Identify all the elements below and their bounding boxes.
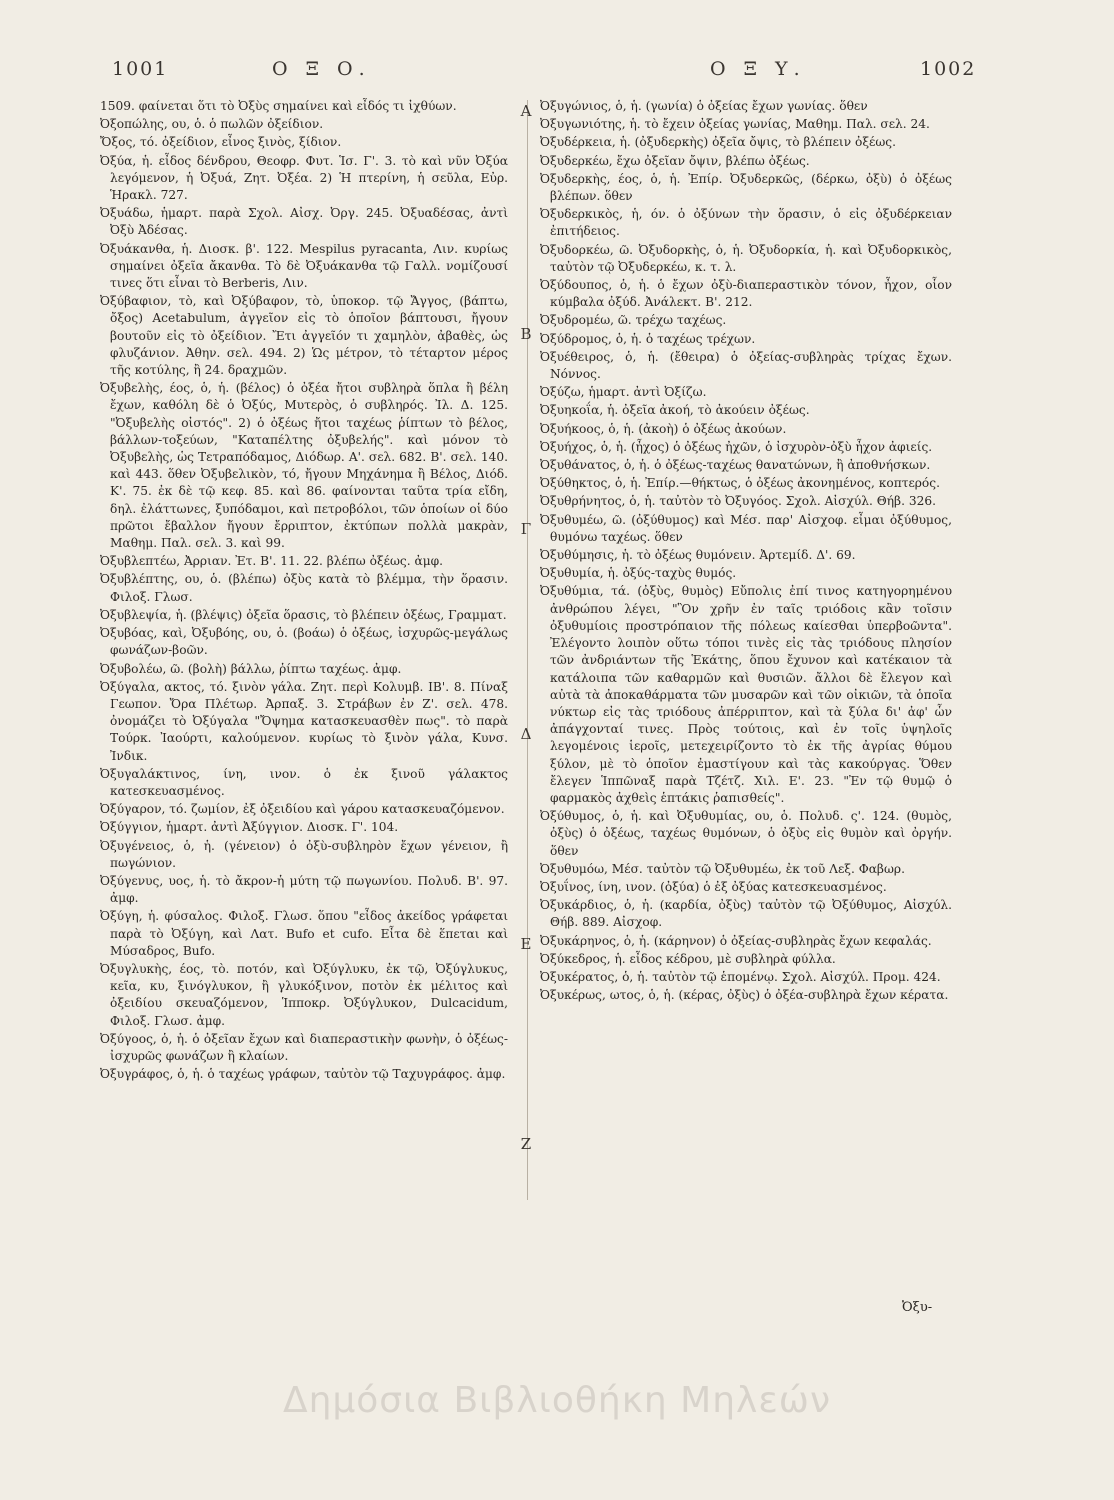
section-letter: Γ [520,520,532,538]
dictionary-entry: Ὀξυδερκικὸς, ἡ, όν. ὁ ὀξύνων τὴν ὅρασιν, ὁ εἰς ὀξυδέρκειαν ἐπιτήδειος. [540,207,952,239]
section-letter: Ζ [520,1135,532,1153]
dictionary-entry: Ὀξυηκοΐα, ἡ. ὀξεῖα ἀκοή, τὸ ἀκούειν ὀξέως. [540,403,810,418]
dictionary-entry: 1509. φαίνεται ὅτι τὸ Ὀξὺς σημαίνει καὶ εἶδός τι ἰχθύων. [100,99,457,113]
dictionary-entry: Ὀξυκάρδιος, ὁ, ἡ. (καρδία, ὀξὺς) ταὐτὸν τῷ Ὀξύθυμος, Αἰσχύλ. Θήβ. 889. Αἰσχοφ. [540,898,952,930]
section-letter: Α [520,102,532,120]
dictionary-entry: Ὀξύγαλα, ακτος, τό. ξινὸν γάλα. Ζητ. περὶ Κολυμβ. ΙΒ'. 8. Πίναξ Γεωπον. Ὄρα Πλέτωρ. Ἀρπαξ. 3. Στράβων ἐν Ζ'. σελ. 478. ὀνομάζει τὸ Ὀξύγαλα "Ὄψημα κατασκευασθὲν πως". τὸ παρὰ Τούρκ. Ἰαούρτι, καλούμενον. κυρίως τὸ ξινὸν γάλα, Κυνσ. Ἰνδικ. [100,679,508,763]
dictionary-entry: Ὀξυθυμία, ἡ. ὀξύς-ταχὺς θυμός. [540,566,737,581]
running-title-left: Ο Ξ Ο. [272,58,371,80]
section-letter: Δ [520,725,532,743]
dictionary-entry: Ὀξύγενυς, υος, ἡ. τὸ ἄκρον-ἡ μύτη τῷ πωγωνίου. Πολυδ. Β'. 97. ἀμφ. [100,873,508,906]
dictionary-entry: Ὀξύα, ἡ. εἶδος δένδρου, Θεοφρ. Φυτ. Ἱσ. Γ'. 3. τὸ καὶ νῦν Ὀξύα λεγόμενον, ἡ Ὀξυά, Ζητ. Ὀξέα. 2) Ἡ πτερίνη, ἡ σεῦλα, Εὐρ. Ἡρακλ. 727. [100,153,508,203]
dictionary-entry: Ὀξύγαρον, τό. ζωμίον, ἐξ ὀξειδίου καὶ γάρου κατασκευαζόμενον. [100,802,505,817]
dictionary-entry: Ὀξυκέρατος, ὁ, ἡ. ταὐτὸν τῷ ἑπομένῳ. Σχολ. Αἰσχύλ. Προμ. 424. [540,969,941,984]
dictionary-entry: Ὀξυκέρως, ωτος, ὁ, ἡ. (κέρας, ὀξὺς) ὁ ὀξέα-συβληρὰ ἔχων κέρατα. [540,988,949,1003]
section-letter: Β [520,325,532,343]
dictionary-entry: Ὀξυάκανθα, ἡ. Διοσκ. β'. 122. Mespilus pyracanta, Λιν. κυρίως σημαίνει ὀξεῖα ἄκανθα. Τὸ δὲ Ὀξυάκανθα τῷ Γαλλ. νομίζουσί τινες ὅτι εἶναι τὸ Berberis, Λιν. [100,241,508,291]
dictionary-entry: Ὀξυγωνιότης, ἡ. τὸ ἔχειν ὀξείας γωνίας, Μαθημ. Παλ. σελ. 24. [540,117,930,132]
dictionary-entry: Ὀξυβόας, καὶ, Ὀξυβόης, ου, ὁ. (βοάω) ὁ ὀξέως, ἰσχυρῶς-μεγάλως φωνάζων-βοῶν. [100,626,508,658]
dictionary-entry: Ὀξοπώλης, ου, ὁ. ὁ πωλῶν ὀξείδιον. [100,117,324,132]
dictionary-entry: Ὀξυήχος, ὁ, ἡ. (ἦχος) ὁ ὀξέως ἠχῶν, ὁ ἰσχυρὸν-ὀξὺ ἦχον ἀφιείς. [540,439,933,454]
dictionary-entry: Ὀξύκεδρος, ἡ. εἶδος κέδρου, μὲ συβληρὰ φύλλα. [540,951,836,966]
dictionary-entry: Ὀξυβλεπτέω, Ἀρριαν. Ἐτ. Β'. 11. 22. βλέπω ὀξέως. ἀμφ. [100,554,444,569]
dictionary-entry: Ὀξυθρήνητος, ὁ, ἡ. ταὐτὸν τὸ Ὀξυγόος. Σχολ. Αἰσχύλ. Θήβ. 326. [540,494,936,509]
dictionary-entry: Ὀξυθύμησις, ἡ. τὸ ὀξέως θυμόνειν. Ἀρτεμίδ. Δ'. 69. [540,548,856,563]
dictionary-entry: Ὀξυβολέω, ῶ. (βολὴ) βάλλω, ῥίπτω ταχέως. ἀμφ. [100,661,402,676]
dictionary-entry: Ὀξυΐνος, ίνη, ινον. (ὀξύα) ὁ ἐξ ὀξύας κατεσκευασμένος. [540,879,887,894]
section-letter: Ε [520,935,532,953]
dictionary-entry: Ὀξυγαλάκτινος, ίνη, ινον. ὁ ἐκ ξινοῦ γάλακτος κατεσκευασμένος. [100,766,508,798]
dictionary-entry: Ὀξυβελὴς, έος, ὁ, ἡ. (βέλος) ὁ ὀξέα ἤτοι συβληρὰ ὅπλα ἢ βέλη ἔχων, καθόλη δὲ ὁ Ὀξύς, Μυτερὸς, ὁ συβληρός. Ἰλ. Δ. 125. "Ὀξυβελὴς οἰστός". 2) ὁ ὀξέως ἤτοι ταχέως ῥίπτων τὸ βέλος, βάλλων-τοξεύων, "Καταπέλτης ὀξυβελής". καὶ μόνον τὸ Ὀξυβελὴς, ὡς Τετραπόδαμος, Διόδωρ. Α'. σελ. 682. Β'. σελ. 140. καὶ 443. ὅθεν Ὀξυβελικὸν, τό, ἤγουν Μηχάνημα ἢ Βέλος, Διόδ. Κ'. 75. ἐκ δὲ τῷ κεφ. 85. καὶ 86. φαίνονται ταῦτα τρία εἴδη, δηλ. ἐλάττωνες, ξυπόδαμοι, καὶ πετροβόλοι, τῶν ὁποίων οἱ δύο πρῶτοι ἔβαλλον ἤγουν ἔρριπτον, ἐκτύπων πολλὰ μακρὰν, Μαθημ. Παλ. σελ. 3. καὶ 99. [100,381,508,551]
dictionary-entry: Ὀξυδορκέω, ῶ. Ὀξυδορκὴς, ὁ, ἡ. Ὀξυδορκία, ἡ. καὶ Ὀξυδορκικὸς, ταὐτὸν τῷ Ὀξυδερκέω, κ. τ. λ. [540,242,952,274]
running-title-right: Ο Ξ Υ. [710,58,806,80]
column-divider [527,100,528,1200]
page-number-right: 1002 [920,58,977,80]
dictionary-entry: Ὀξυδέρκεια, ἡ. (ὀξυδερκὴς) ὀξεῖα ὄψις, τὸ βλέπειν ὀξέως. [540,135,896,150]
dictionary-entry: Ὀξυγλυκὴς, έος, τὸ. ποτόν, καὶ Ὀξύγλυκυ, ἐκ τῷ, Ὀξύγλυκυς, κεῖα, κυ, ξινόγλυκον, ἢ γλυκόξινον, ποτὸν ἐκ μέλιτος καὶ ὀξειδίου σκευαζόμενον, Ἱπποκρ. Ὀξύγλυκον, Dulcacidum, Φιλοξ. Γλωσ. ἀμφ. [100,961,508,1028]
dictionary-entry: Ὀξύγη, ἡ. φύσαλος. Φιλοξ. Γλωσ. ὅπου "εἶδος ἀκείδος γράφεται παρὰ τὸ Ὀξύγη, καὶ Λατ. Bufo et cufo. Εἶτα δὲ ἕπεται καὶ Μύσαδρος, Bufo. [100,909,508,958]
left-column [100,98,508,1288]
library-watermark: Δημόσια Βιβλιοθήκη Μηλεών [282,1380,832,1421]
dictionary-entry: Ὀξυήκοος, ὁ, ἡ. (ἀκοὴ) ὁ ὀξέως ἀκούων. [540,421,787,436]
dictionary-entry: Ὀξυγράφος, ὁ, ἡ. ὁ ταχέως γράφων, ταὐτὸν τῷ Ταχυγράφος. ἀμφ. [100,1067,506,1082]
dictionary-entry: Ὀξύζω, ἡμαρτ. ἀντὶ Ὀξίζω. [540,385,707,400]
dictionary-entry: Ὀξυδερκὴς, έος, ὁ, ἡ. Ἐπίρ. Ὀξυδερκῶς, (δέρκω, ὀξὺ) ὁ ὀξέως βλέπων. ὅθεν [540,171,952,204]
dictionary-entry: Ὀξύβαφιον, τὸ, καὶ Ὀξύβαφον, τὸ, ὑποκορ. τῷ Ἄγγος, (βάπτω, ὄξος) Acetabulum, ἀγγεῖον εἰς τὸ ὁποῖον βάπτουσι, ἤγουν βουτοῦν εἰς τὸ ὀξείδιον. Ἔτι ἀγγεῖόν τι χαμηλὸν, ἀβαθὲς, ὡς φλυζάνιον. Ἀθην. σελ. 494. 2) Ὡς μέτρον, τὸ τέταρτον μέρος τῆς κοτύλης, ἢ 24. δραχμῶν. [100,294,508,378]
dictionary-entry: Ὀξυθάνατος, ὁ, ἡ. ὁ ὀξέως-ταχέως θανατώνων, ἢ ἀποθνήσκων. [540,458,931,473]
catchword: Ὀξυ- [902,1300,933,1315]
dictionary-entry: Ὀξύδουπος, ὁ, ἡ. ὁ ἔχων ὀξὺ-διαπεραστικὸν τόνον, ἦχον, οἷον κύμβαλα ὀξύδ. Ἀνάλεκτ. Β'. 212. [540,278,952,310]
dictionary-entry: Ὀξυβλεψία, ἡ. (βλέψις) ὀξεῖα ὅρασις, τὸ βλέπειν ὀξέως, Γραμματ. [100,607,507,622]
dictionary-entry: Ὀξύγοος, ὁ, ἡ. ὁ ὀξεῖαν ἔχων καὶ διαπεραστικὴν φωνὴν, ὁ ὀξέως-ἰσχυρῶς φωνάζων ἢ κλαίων. [100,1031,508,1063]
dictionary-entry: Ὀξυβλέπτης, ου, ὁ. (βλέπω) ὀξὺς κατὰ τὸ βλέμμα, τὴν ὅρασιν. Φιλοξ. Γλωσ. [100,572,508,604]
dictionary-entry: Ὀξυδερκέω, ἔχω ὀξεῖαν ὄψιν, βλέπω ὀξέως. [540,153,810,168]
dictionary-entry: Ὄξος, τό. ὀξείδιον, εἶνος ξινὸς, ξίδιον. [100,135,342,150]
dictionary-entry: Ὀξυάδω, ἡμαρτ. παρὰ Σχολ. Αἰσχ. Ὀργ. 245. Ὀξυαδέσας, ἀντὶ Ὀξὺ Ἀδέσας. [100,206,508,238]
page-number-left: 1001 [112,58,169,80]
dictionary-entry: Ὀξυγένειος, ὁ, ἡ. (γένειον) ὁ ὀξὺ-συβληρὸν ἔχων γένειον, ἢ πωγώνιον. [100,838,508,870]
dictionary-entry: Ὀξυθυμόω, Μέσ. ταὐτὸν τῷ Ὀξυθυμέω, ἐκ τοῦ Λεξ. Φαβωρ. [540,861,905,876]
right-column [540,98,952,1288]
dictionary-entry: Ὀξυκάρηνος, ὁ, ἡ. (κάρηνον) ὁ ὀξείας-συβληρὰς ἔχων κεφαλάς. [540,933,932,948]
dictionary-entry: Ὀξυδρομέω, ῶ. τρέχω ταχέως. [540,313,727,328]
dictionary-entry: Ὀξύθηκτος, ὁ, ἡ. Ἐπίρ.—θήκτως, ὁ ὀξέως ἀκονημένος, κοπτερός. [540,476,940,491]
dictionary-entry: Ὀξυθύμια, τά. (ὀξὺς, θυμὸς) Εὔπολις ἐπί τινος κατηγορημένου ἀνθρώπου λέγει, "Ὃν χρῆν ἐν ταῖς τριόδοις κἂν τοῖσιν ὀξυθυμίοις προστρόπαιον τῆς πόλεως καίεσθαι ὑπερβοῶντα". Ἐλέγοντο λοιπὸν οὕτω τόποι τινὲς εἰς τὰς τριόδους πλησίον τῶν ἀνδριάντων τῆς Ἑκάτης, ὅπου ἔχυνον καὶ κατέκαιον τὰ κατάλοιπα τῶν καθαρμῶν καὶ θυσιῶν. ἄλλοι δὲ ἔλεγον καὶ αὐτὰ τὰ ἀποκαθάρματα τῶν μυσαρῶν καὶ τῶν οἰκιῶν, τὰ ὁποῖα νύκτωρ εἰς τὰς τριόδους ἀπέρριπτον, καὶ τὰ ξύλα δι' ἀφ' ὧν ἀπάγχονταί τινες. Πρὸς τούτοις, καὶ ἐν τοῖς ὑψηλοῖς λεγομένοις ἱεροῖς, μετεχειρίζοντο τὸ ἐκ τῆς ἀγρίας θύμου ξύλον, μὲ τὸ ὁποῖον ἐμαστίγουν καὶ τὰς κακούργας. Ὅθεν ἔλεγεν Ἱππῶναξ παρὰ Τζέτζ. Χιλ. Ε'. 23. "Ἐν τῷ θυμῷ ὁ φαρμακὸς ἀχθεὶς ἑπτάκις ῥαπισθείς". [540,584,952,805]
dictionary-entry: Ὀξύδρομος, ὁ, ἡ. ὁ ταχέως τρέχων. [540,331,756,346]
dictionary-entry: Ὀξύγγιον, ἡμαρτ. ἀντὶ Ἀξύγγιον. Διοσκ. Γ'. 104. [100,820,399,835]
dictionary-entry: Ὀξυγώνιος, ὁ, ἡ. (γωνία) ὁ ὀξείας ἔχων γωνίας. ὅθεν [540,99,868,113]
dictionary-entry: Ὀξύθυμος, ὁ, ἡ. καὶ Ὀξυθυμίας, ου, ὁ. Πολυδ. ς'. 124. (θυμὸς, ὀξὺς) ὁ ὀξέως, ταχέως θυμόνων, ὁ ὀξὺς εἰς θυμὸν καὶ ὀργήν. ὅθεν [540,809,952,858]
dictionary-entry: Ὀξυέθειρος, ὁ, ἡ. (ἔθειρα) ὁ ὀξείας-συβληρὰς τρίχας ἔχων. Νόννος. [540,349,952,382]
dictionary-entry: Ὀξυθυμέω, ῶ. (ὀξύθυμος) καὶ Μέσ. παρ' Αἰσχοφ. εἶμαι ὀξύθυμος, θυμόνω ταχέως. ὅθεν [540,512,952,544]
